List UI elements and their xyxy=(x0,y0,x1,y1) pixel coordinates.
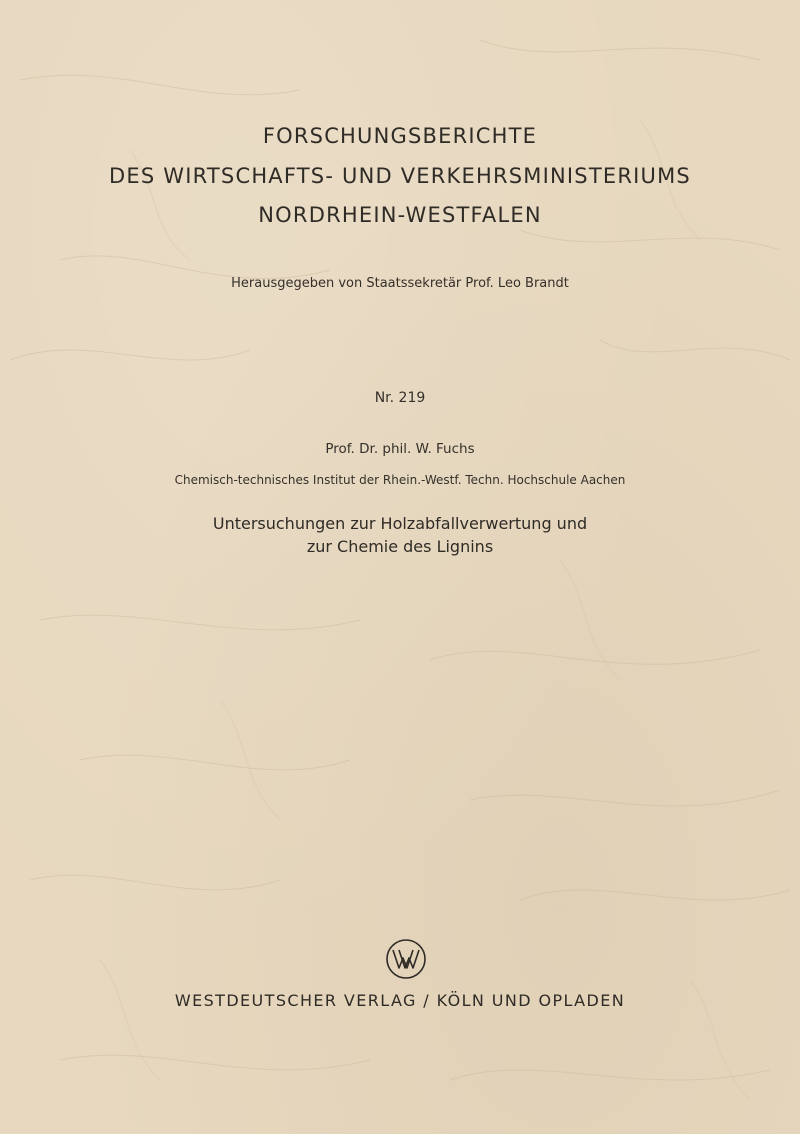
institute-affiliation: Chemisch-technisches Institut der Rhein.-Westf. Techn. Hochschule Aachen xyxy=(174,473,626,487)
report-number: Nr. 219 xyxy=(374,390,426,406)
book-title-line-2: zur Chemie des Lignins xyxy=(306,537,494,556)
publisher-imprint: WESTDEUTSCHER VERLAG / KÖLN UND OPLADEN xyxy=(174,991,626,1010)
series-title-line-1: FORSCHUNGSBERICHTE xyxy=(262,124,538,148)
series-title-line-3: NORDRHEIN-WESTFALEN xyxy=(258,203,542,227)
book-title-line-1: Untersuchungen zur Holzabfallverwertung und xyxy=(212,514,588,533)
publisher-logo-icon xyxy=(385,938,427,980)
editor-credit: Herausgegeben von Staatssekretär Prof. Leo Brandt xyxy=(231,276,569,291)
series-title-line-2: DES WIRTSCHAFTS- UND VERKEHRSMINISTERIUMS xyxy=(109,164,691,188)
author-name: Prof. Dr. phil. W. Fuchs xyxy=(325,441,475,457)
